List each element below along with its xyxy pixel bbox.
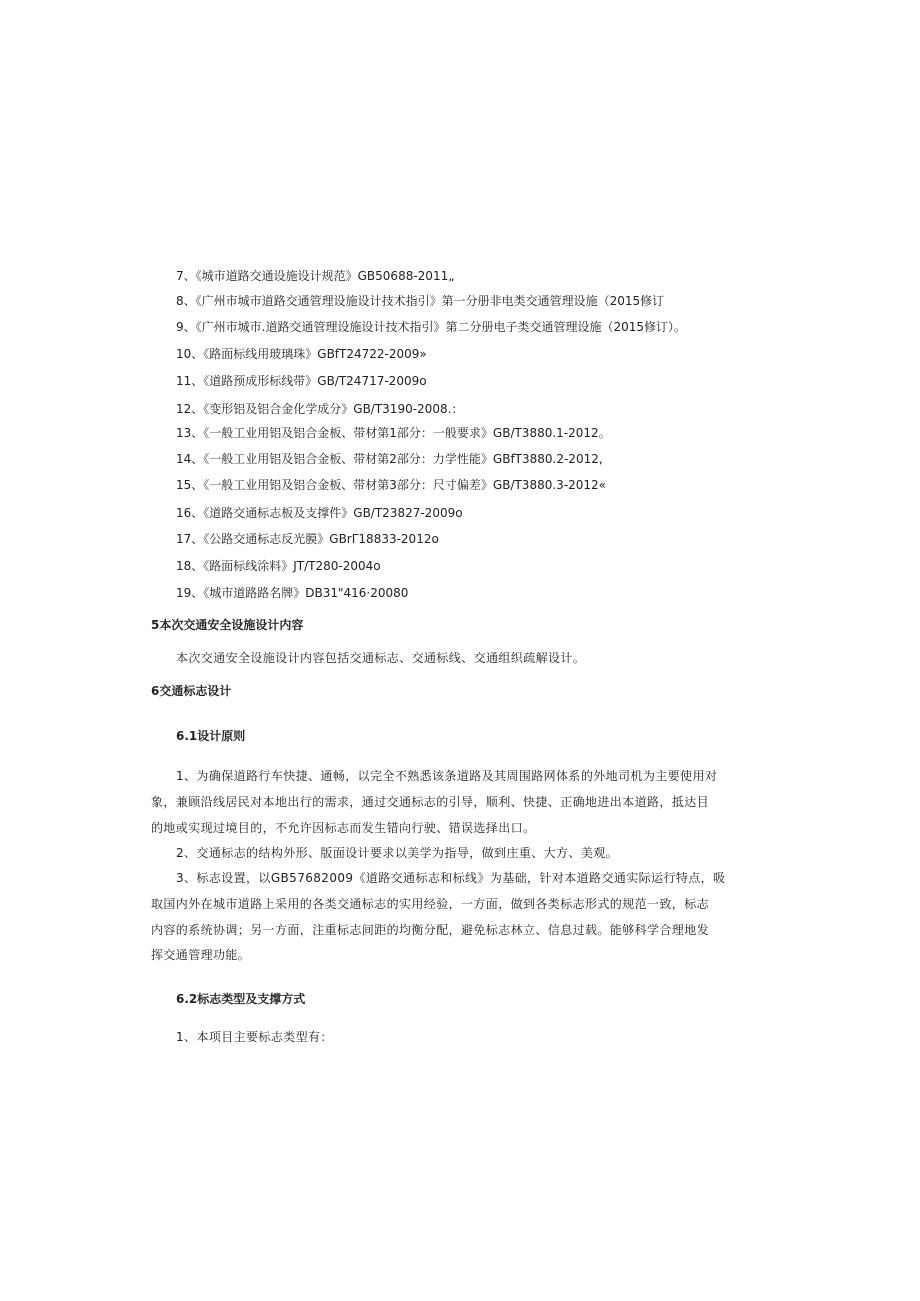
reference-item-13: 13、《一般工业用铝及铝合金板、带材第1部分：一般要求》GB/T3880.1-2012。 [176, 426, 611, 440]
section-6-1-heading: 6.1设计原则 [176, 729, 246, 743]
paragraph-line: 象，兼顾沿线居民对本地出行的需求，通过交通标志的引导，顺利、快捷、正确地进出本道路，抵达目 [151, 795, 710, 809]
reference-item-9: 9、《广州市城市.道路交通管理设施设计技术指引》第二分册电子类交通管理设施（2015修订）。 [176, 320, 686, 334]
reference-item-17: 17、《公路交通标志反光膜》GBrΓ18833-2012o [176, 532, 439, 546]
paragraph-line: 挥交通管理功能。 [151, 948, 251, 962]
reference-item-11: 11、《道路预成形标线带》GB/T24717-2009o [176, 374, 427, 388]
paragraph-line: 3、标志设置，以GB57682009《道路交通标志和标线》为基础，针对本道路交通实际运行特点，吸 [176, 871, 726, 885]
section-6-2-heading: 6.2标志类型及支撑方式 [176, 992, 306, 1006]
paragraph-line: 的地或实现过境目的，不允许因标志而发生错向行驶、错误选择出口。 [151, 821, 536, 835]
reference-item-7: 7、《城市道路交通设施设计规范》GB50688-2011„ [176, 269, 455, 283]
reference-item-15: 15、《一般工业用铝及铝合金板、带材第3部分：尺寸偏差》GB/T3880.3-2012« [176, 478, 607, 492]
section-6-2-paragraph-1: 1、本项目主要标志类型有： [176, 1030, 333, 1044]
reference-item-14: 14、《一般工业用铝及铝合金板、带材第2部分：力学性能》GBfT3880.2-2012, [176, 452, 603, 466]
section-6-heading: 6交通标志设计 [151, 684, 232, 698]
reference-item-12: 12、《变形铝及铝合金化学成分》GB/T3190-2008.： [176, 402, 464, 416]
reference-item-18: 18、《路面标线涂料》JT/T280-2004o [176, 559, 381, 573]
reference-item-16: 16、《道路交通标志板及支撑件》GB/T23827-2009o [176, 506, 463, 520]
section-6-1-paragraph-2: 2、交通标志的结构外形、版面设计要求以美学为指导，做到庄重、大方、美观。 [176, 846, 619, 860]
reference-item-19: 19、《城市道路路名牌》DB31"416·20080 [176, 586, 409, 600]
reference-item-10: 10、《路面标线用玻璃珠》GBfT24722-2009» [176, 347, 427, 361]
paragraph-line: 取国内外在城市道路上采用的各类交通标志的实用经验，一方面，做到各类标志形式的规范一致，标志 [151, 897, 710, 911]
section-5-heading: 5本次交通安全设施设计内容 [151, 618, 304, 632]
section-5-body: 本次交通安全设施设计内容包括交通标志、交通标线、交通组织疏解设计。 [176, 651, 586, 665]
reference-item-8: 8、《广州市城市道路交通管理设施设计技术指引》第一分册非电类交通管理设施（2015修订 [176, 294, 665, 308]
paragraph-line: 内容的系统协调；另一方面，注重标志间距的均衡分配，避免标志林立、信息过载。能够科学合理地发 [151, 923, 710, 937]
paragraph-line: 1、为确保道路行车快捷、通畅，以完全不熟悉该条道路及其周围路网体系的外地司机为主要使用对 [176, 769, 718, 783]
